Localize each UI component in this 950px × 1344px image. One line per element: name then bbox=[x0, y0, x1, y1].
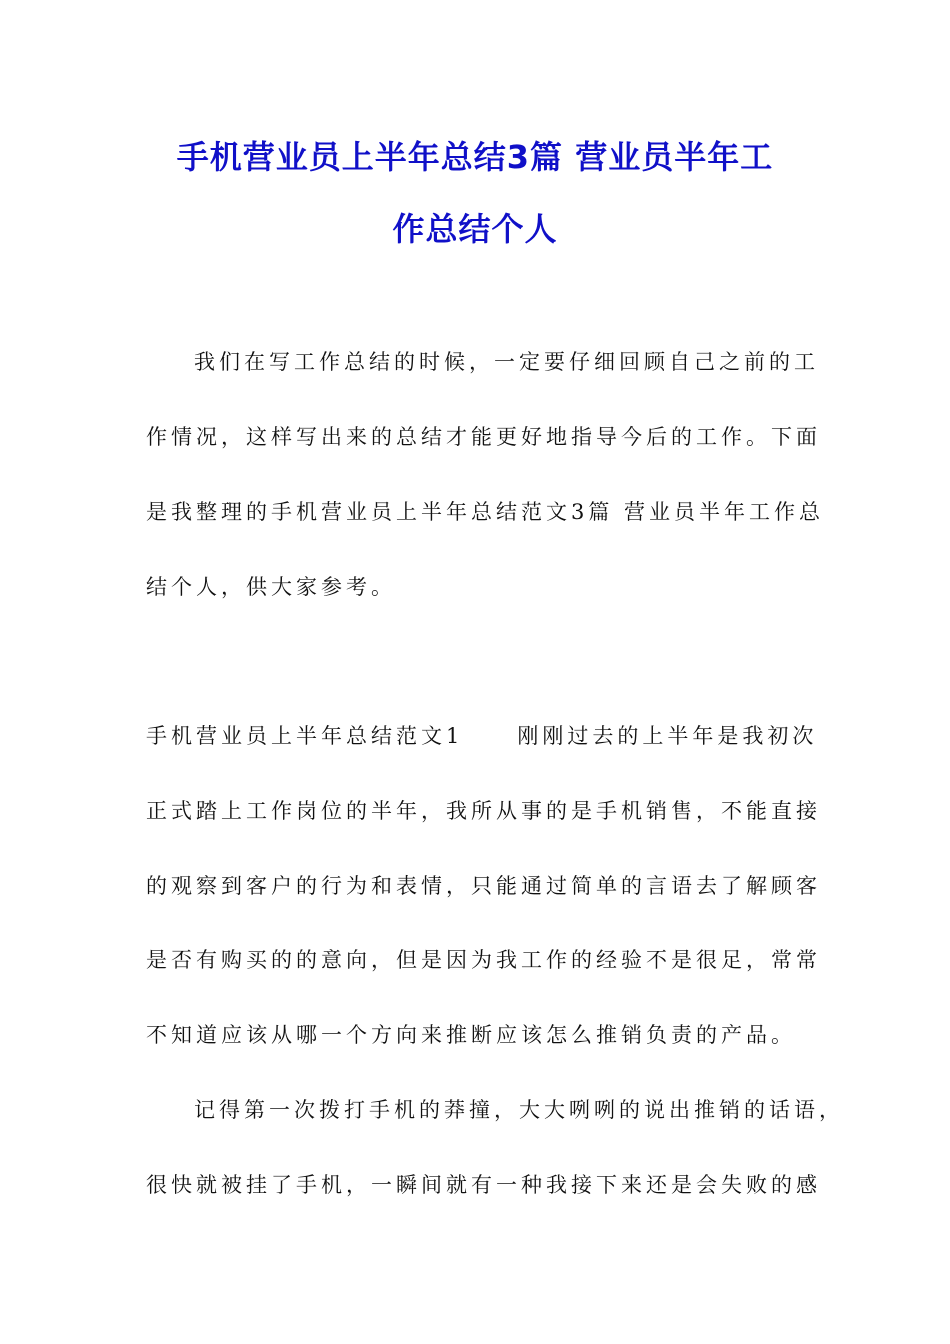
paragraph-2-line-2: 很快就被挂了手机，一瞬间就有一种我接下来还是会失败的感 bbox=[146, 1173, 821, 1197]
section-1-line-4: 是否有购买的的意向，但是因为我工作的经验不是很足，常常 bbox=[146, 948, 821, 972]
intro-line-2: 作情况，这样写出来的总结才能更好地指导今后的工作。下面 bbox=[146, 425, 821, 449]
section-1-line-2: 正式踏上工作岗位的半年，我所从事的是手机销售，不能直接 bbox=[146, 799, 821, 823]
document-title-line-2: 作总结个人 bbox=[392, 210, 558, 248]
section-1-line-5: 不知道应该从哪一个方向来推断应该怎么推销负责的产品。 bbox=[146, 1023, 796, 1047]
section-1-line-3: 的观察到客户的行为和表情，只能通过简单的言语去了解顾客 bbox=[146, 874, 821, 898]
document-title-line-1: 手机营业员上半年总结3篇 营业员半年工 bbox=[176, 138, 774, 176]
section-1-line-1: 刚刚过去的上半年是我初次 bbox=[517, 724, 818, 748]
intro-line-4: 结个人，供大家参考。 bbox=[146, 575, 396, 599]
section-1-first-line bbox=[146, 720, 826, 750]
intro-line-1: 我们在写工作总结的时候，一定要仔细回顾自己之前的工 bbox=[194, 350, 819, 374]
section-1-heading: 手机营业员上半年总结范文1 bbox=[146, 724, 464, 748]
paragraph-2-line-1: 记得第一次拨打手机的莽撞，大大咧咧的说出推销的话语， bbox=[194, 1098, 844, 1122]
intro-line-3: 是我整理的手机营业员上半年总结范文3篇 营业员半年工作总 bbox=[146, 500, 825, 524]
